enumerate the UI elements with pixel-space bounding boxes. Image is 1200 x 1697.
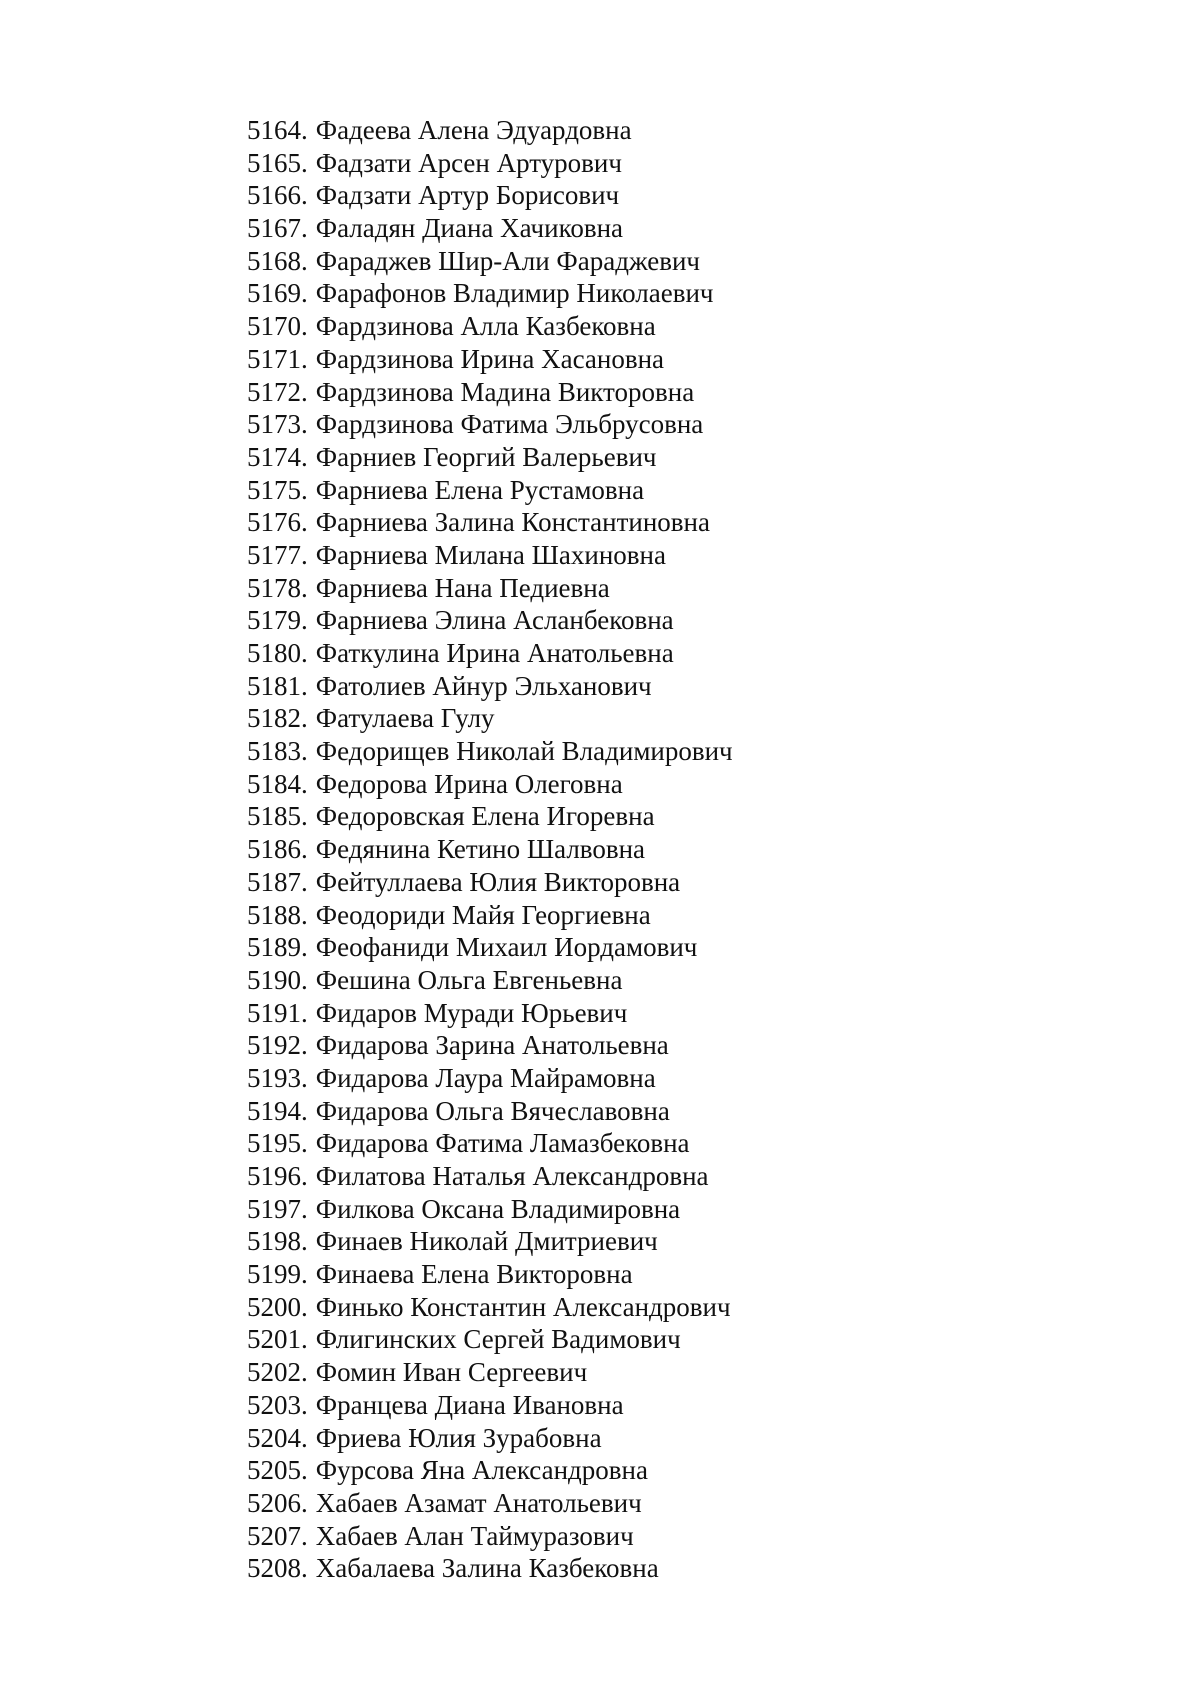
list-item (247, 212, 733, 245)
entry-number: 5202. (247, 1357, 308, 1388)
entry-name: Фатолиев Айнур Эльханович (315, 670, 652, 701)
list-item (247, 1422, 733, 1455)
list-item (247, 866, 733, 899)
list-item (247, 539, 733, 572)
entry-number: 5167. (247, 213, 308, 244)
entry-number: 5207. (247, 1520, 308, 1551)
list-item (247, 1487, 733, 1520)
list-item (247, 114, 733, 147)
entry-name: Фараджев Шир-Али Фараджевич (315, 245, 701, 276)
list-item (247, 604, 733, 637)
entry-name: Фидарова Фатима Ламазбековна (315, 1128, 690, 1159)
entry-name: Фарниев Георгий Валерьевич (315, 441, 657, 472)
entry-name: Феодориди Майя Георгиевна (315, 899, 651, 930)
entry-number: 5188. (247, 899, 308, 930)
list-item (247, 147, 733, 180)
list-item (247, 408, 733, 441)
list-item (247, 245, 733, 278)
entry-number: 5206. (247, 1487, 308, 1518)
list-item (247, 1193, 733, 1226)
entry-name: Фидарова Лаура Майрамовна (315, 1062, 656, 1093)
entry-number: 5189. (247, 932, 308, 963)
entry-number: 5203. (247, 1389, 308, 1420)
entry-number: 5194. (247, 1095, 308, 1126)
entry-number: 5178. (247, 572, 308, 603)
entry-name: Флигинских Сергей Вадимович (315, 1324, 681, 1355)
list-item (247, 1258, 733, 1291)
list-item (247, 1127, 733, 1160)
list-item (247, 735, 733, 768)
list-item (247, 833, 733, 866)
entry-number: 5183. (247, 736, 308, 767)
list-item (247, 997, 733, 1030)
entry-name: Фидарова Ольга Вячеславовна (315, 1095, 670, 1126)
entry-number: 5181. (247, 670, 308, 701)
list-item (247, 899, 733, 932)
entry-name: Фардзинова Мадина Викторовна (315, 376, 695, 407)
list-item (247, 1323, 733, 1356)
name-list (247, 114, 733, 1585)
entry-number: 5172. (247, 376, 308, 407)
entry-number: 5184. (247, 768, 308, 799)
entry-number: 5168. (247, 245, 308, 276)
list-item (247, 310, 733, 343)
entry-number: 5164. (247, 115, 308, 145)
list-item (247, 964, 733, 997)
entry-name: Фадзати Арсен Артурович (315, 147, 622, 178)
entry-name: Фарниева Залина Константиновна (315, 507, 710, 538)
list-item (247, 506, 733, 539)
entry-number: 5177. (247, 539, 308, 570)
list-item (247, 1454, 733, 1487)
entry-number: 5204. (247, 1422, 308, 1453)
list-item (247, 179, 733, 212)
list-item (247, 1520, 733, 1553)
entry-name: Фардзинова Фатима Эльбрусовна (315, 409, 704, 440)
list-item (247, 1160, 733, 1193)
list-item (247, 441, 733, 474)
entry-number: 5187. (247, 866, 308, 897)
entry-number: 5195. (247, 1128, 308, 1159)
entry-name: Фарниева Елена Рустамовна (315, 474, 645, 505)
list-item (247, 670, 733, 703)
entry-name: Финаев Николай Дмитриевич (315, 1226, 658, 1257)
entry-name: Фарниева Элина Асланбековна (315, 605, 674, 636)
list-item (247, 1225, 733, 1258)
entry-name: Федорищев Николай Владимирович (315, 736, 733, 767)
list-item (247, 637, 733, 670)
entry-name: Федянина Кетино Шалвовна (315, 834, 646, 865)
entry-name: Хабаев Алан Таймуразович (315, 1520, 634, 1551)
entry-name: Федоровская Елена Игоревна (315, 801, 655, 832)
list-item (247, 931, 733, 964)
entry-number: 5192. (247, 1030, 308, 1061)
entry-name: Фейтуллаева Юлия Викторовна (315, 866, 681, 897)
entry-number: 5175. (247, 474, 308, 505)
entry-name: Фидарова Зарина Анатольевна (315, 1030, 669, 1061)
entry-number: 5205. (247, 1455, 308, 1486)
entry-number: 5208. (247, 1553, 308, 1584)
list-item (247, 277, 733, 310)
entry-name: Фардзинова Алла Казбековна (315, 311, 656, 342)
list-item (247, 1062, 733, 1095)
list-item (247, 1356, 733, 1389)
entry-number: 5173. (247, 409, 308, 440)
entry-name: Хабалаева Залина Казбековна (315, 1553, 659, 1584)
list-item (247, 702, 733, 735)
entry-name: Феофаниди Михаил Иордамович (315, 932, 698, 963)
entry-number: 5165. (247, 147, 308, 178)
list-item (247, 572, 733, 605)
entry-name: Фаладян Диана Хачиковна (315, 213, 624, 244)
list-item (247, 1389, 733, 1422)
entry-number: 5170. (247, 311, 308, 342)
list-item (247, 1095, 733, 1128)
list-item (247, 343, 733, 376)
entry-name: Фадзати Артур Борисович (315, 180, 620, 211)
entry-number: 5197. (247, 1193, 308, 1224)
entry-name: Хабаев Азамат Анатольевич (315, 1487, 642, 1518)
entry-name: Федорова Ирина Олеговна (315, 768, 623, 799)
entry-number: 5171. (247, 343, 308, 374)
entry-name: Фарниева Нана Педиевна (315, 572, 610, 603)
entry-number: 5199. (247, 1259, 308, 1290)
list-item (247, 1291, 733, 1324)
entry-number: 5166. (247, 180, 308, 211)
entry-number: 5200. (247, 1291, 308, 1322)
entry-name: Филкова Оксана Владимировна (315, 1193, 681, 1224)
entry-name: Филатова Наталья Александровна (315, 1161, 709, 1191)
list-item (247, 800, 733, 833)
entry-number: 5196. (247, 1161, 308, 1191)
entry-number: 5182. (247, 703, 308, 734)
entry-name: Фешина Ольга Евгеньевна (315, 964, 623, 995)
list-item (247, 768, 733, 801)
entry-name: Фарафонов Владимир Николаевич (315, 278, 714, 309)
entry-number: 5186. (247, 834, 308, 865)
list-item (247, 474, 733, 507)
entry-name: Фриева Юлия Зурабовна (315, 1422, 602, 1453)
entry-name: Францева Диана Ивановна (315, 1389, 624, 1420)
entry-name: Фардзинова Ирина Хасановна (315, 343, 665, 374)
entry-name: Фатулаева Гулу (315, 703, 495, 734)
list-item (247, 1552, 733, 1585)
entry-name: Финько Константин Александрович (315, 1291, 731, 1322)
entry-number: 5179. (247, 605, 308, 636)
entry-number: 5190. (247, 964, 308, 995)
entry-number: 5174. (247, 441, 308, 472)
entry-number: 5191. (247, 997, 308, 1028)
entry-number: 5185. (247, 801, 308, 832)
entry-number: 5176. (247, 507, 308, 538)
list-item (247, 376, 733, 409)
entry-number: 5169. (247, 278, 308, 309)
entry-name: Фурсова Яна Александровна (315, 1455, 648, 1486)
entry-name: Фидаров Муради Юрьевич (315, 997, 628, 1028)
entry-name: Фарниева Милана Шахиновна (315, 539, 666, 570)
entry-number: 5180. (247, 638, 308, 668)
entry-name: Фадеева Алена Эдуардовна (315, 115, 632, 145)
entry-number: 5201. (247, 1324, 308, 1355)
entry-name: Фомин Иван Сергеевич (315, 1357, 588, 1388)
entry-name: Финаева Елена Викторовна (315, 1259, 633, 1290)
entry-name: Фаткулина Ирина Анатольевна (315, 638, 674, 668)
entry-number: 5193. (247, 1062, 308, 1093)
list-item (247, 1029, 733, 1062)
entry-number: 5198. (247, 1226, 308, 1257)
